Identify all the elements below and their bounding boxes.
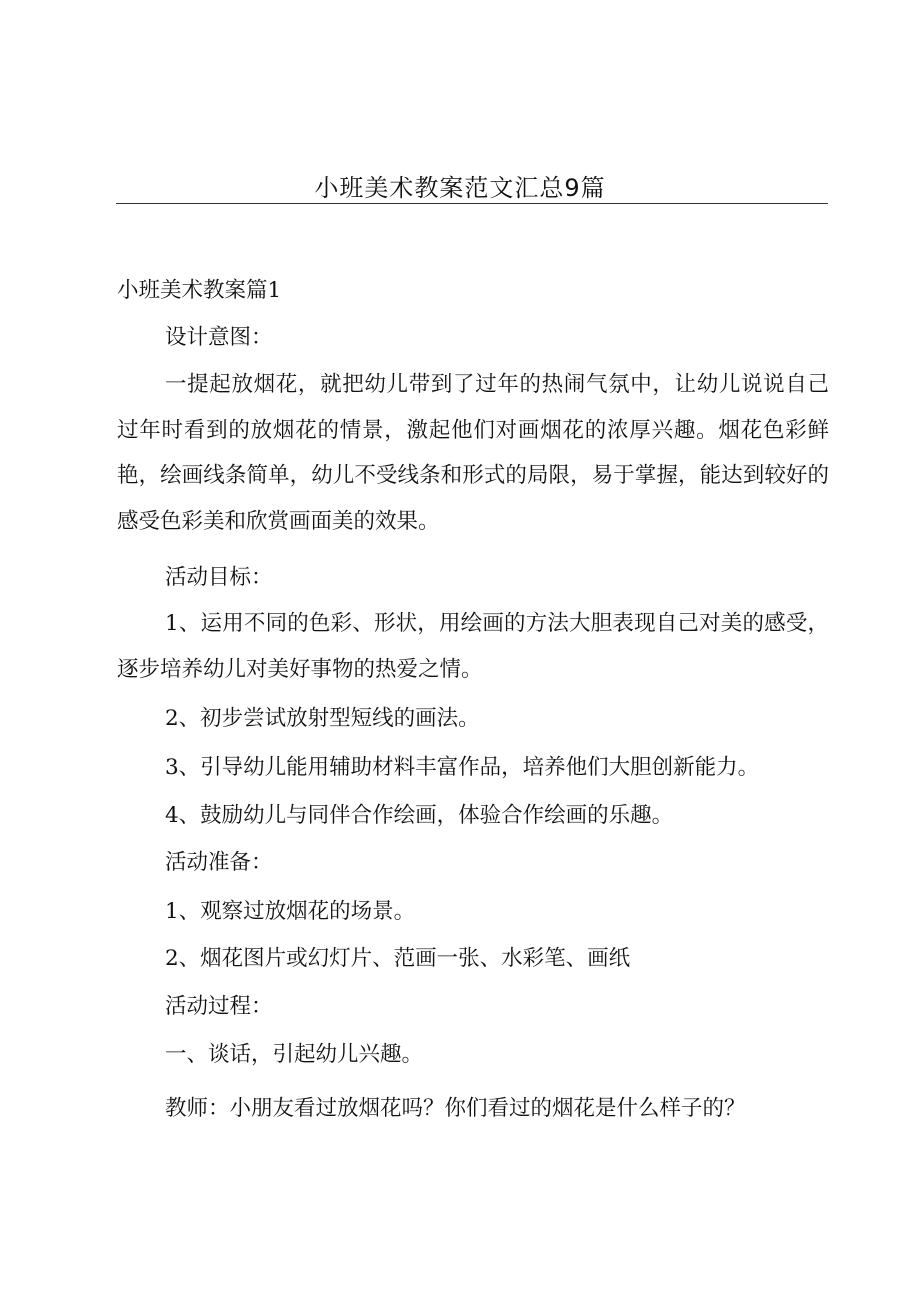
- design-intent-label: 设计意图：: [165, 325, 273, 350]
- goal-item-1: 1、运用不同的色彩、形状，用绘画的方法大胆表现自己对美的感受，逐步培养幼儿对美好事物的热爱之情。: [117, 611, 829, 682]
- teacher-question: 教师：小朋友看过放烟花吗？你们看过的烟花是什么样子的？: [165, 1096, 746, 1121]
- title-underline: [116, 203, 828, 204]
- goal-item-4: 4、鼓励幼儿与同伴合作绘画，体验合作绘画的乐趣。: [165, 803, 674, 828]
- section-heading: 小班美术教案篇1: [117, 278, 282, 303]
- goal-item-2: 2、初步尝试放射型短线的画法。: [165, 706, 480, 731]
- design-intent-paragraph: 一提起放烟花，就把幼儿带到了过年的热闹气氛中，让幼儿说说自己过年时看到的放烟花的情景，激起他们对画烟花的浓厚兴趣。烟花色彩鲜艳，绘画线条简单，幼儿不受线条和形式的局限，易于掌握，能达到较好的感受色彩美和欣赏画面美的效果。: [117, 372, 829, 535]
- document-title: 小班美术教案范文汇总9篇: [314, 174, 606, 202]
- goals-label: 活动目标：: [165, 565, 273, 590]
- process-step-1: 一、谈话，引起幼儿兴趣。: [165, 1042, 424, 1067]
- prep-item-2: 2、烟花图片或幻灯片、范画一张、水彩笔、画纸: [165, 946, 631, 971]
- goal-item-3: 3、引导幼儿能用辅助材料丰富作品，培养他们大胆创新能力。: [165, 755, 760, 780]
- prep-label: 活动准备：: [165, 850, 273, 875]
- process-label: 活动过程：: [165, 994, 273, 1019]
- prep-item-1: 1、观察过放烟花的场景。: [165, 899, 416, 924]
